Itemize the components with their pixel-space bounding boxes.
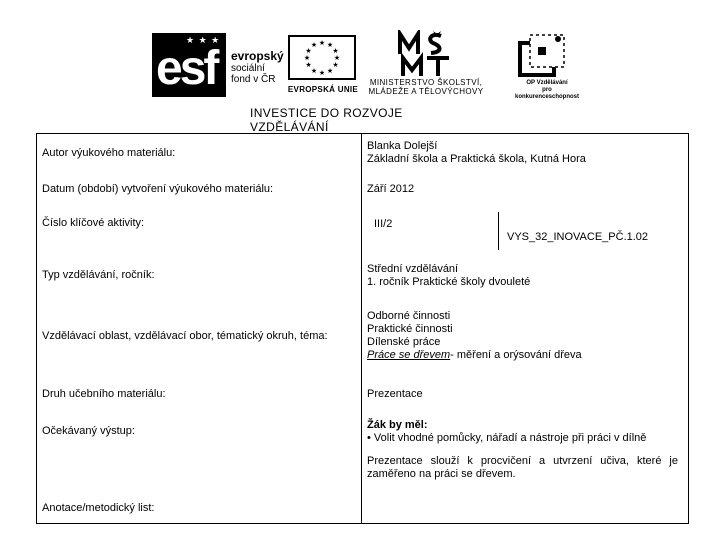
svg-text:★: ★: [303, 55, 311, 62]
op-caption: [510, 80, 584, 101]
esf-caption: [231, 51, 291, 85]
table-row-type: [37, 255, 689, 296]
output-value: [362, 412, 689, 451]
esf-mark: esf: [156, 42, 217, 95]
op-line-2: pro konkurenceschopnost: [514, 87, 579, 100]
svg-text:★: ★: [310, 68, 318, 75]
activity-label: Číslo klíčové aktivity:: [37, 207, 362, 255]
table-row-activity: [37, 207, 689, 255]
area-label: Vzdělávací oblast, vzdělávací obor, tématický okruh, téma:: [37, 296, 362, 376]
area-line-3: Dílenské práce: [367, 336, 441, 348]
svg-text:★: ★: [326, 42, 334, 49]
msmt-logo-icon: [397, 30, 453, 78]
metadata-table: [36, 133, 689, 524]
table-row-author: [37, 134, 689, 173]
stars-icon: ★ ★ ★: [186, 35, 221, 45]
annotation-value: Prezentace slouží k procvičení a utvrzení učiva, které je zaměřeno na práci se dřevem.: [367, 455, 678, 480]
esf-line-1: evropský: [231, 49, 284, 63]
tagline: INVESTICE DO ROZVOJE VZDĚLÁVÁNÍ: [250, 106, 403, 134]
material-label: Druh učebního materiálu:: [37, 376, 362, 412]
esf-logo: [152, 33, 226, 97]
type-label: Typ vzdělávání, ročník:: [37, 255, 362, 296]
output-item: • Volit vhodné pomůcky, nářadí a nástroje při práci v dílně: [367, 431, 647, 444]
table-row-date: [37, 172, 689, 207]
area-line-2: Praktické činnosti: [367, 323, 453, 335]
msmt-line-2: MLÁDEŽE A TĚLOVÝCHOVY: [368, 87, 484, 96]
type-level: Střední vzdělávání: [367, 262, 459, 275]
activity-number: III/2: [367, 212, 499, 250]
header-logos: [0, 0, 720, 134]
svg-text:★: ★: [332, 48, 339, 55]
author-name: Blanka Dolejší: [367, 140, 438, 152]
esf-line-3: fond v ČR: [231, 74, 276, 85]
table-row-output: [37, 412, 689, 451]
table-row-area: [37, 296, 689, 376]
svg-text:★: ★: [318, 70, 326, 77]
material-value: Prezentace: [367, 387, 423, 400]
eu-flag-icon: [288, 35, 356, 80]
table-row-material: [37, 376, 689, 412]
type-grade: 1. ročník Praktické školy dvouleté: [367, 275, 531, 288]
output-label: Očekávaný výstup:: [37, 412, 362, 451]
svg-text:★: ★: [333, 55, 341, 62]
svg-text:★: ★: [305, 62, 312, 69]
eu-label: EVROPSKÁ UNIE: [287, 85, 359, 94]
svg-text:★: ★: [332, 62, 339, 69]
annotation-label: Anotace/metodický list:: [37, 451, 362, 524]
author-value: [362, 134, 689, 173]
esf-line-2: sociální: [231, 63, 265, 74]
type-value: [362, 255, 689, 296]
svg-text:★: ★: [310, 42, 318, 49]
msmt-line-1: MINISTERSTVO ŠKOLSTVÍ,: [369, 78, 483, 87]
msmt-caption: [363, 78, 489, 96]
op-line-1: OP Vzdělávání: [526, 80, 568, 86]
svg-text:★: ★: [318, 40, 326, 47]
date-label: Datum (období) vytvoření výukového materiálu:: [37, 172, 362, 207]
activity-value: [362, 207, 689, 255]
op-logo-icon: [518, 33, 566, 79]
author-school: Základní škola a Praktická škola, Kutná Hora: [367, 153, 586, 165]
svg-text:★: ★: [326, 68, 334, 75]
date-value: Září 2012: [367, 183, 415, 195]
area-line-1: Odborné činnosti: [367, 310, 451, 322]
svg-text:★: ★: [305, 48, 312, 55]
area-value: [362, 296, 689, 376]
output-heading: Žák by měl:: [367, 418, 428, 431]
area-topic: Práce se dřevem: [367, 349, 451, 361]
area-topic-rest: - měření a orýsování dřeva: [450, 349, 582, 361]
table-row-annotation: [37, 451, 689, 524]
author-label: Autor výukového materiálu:: [37, 134, 362, 173]
material-code: VYS_32_INOVACE_PČ.1.02: [507, 231, 649, 243]
area-line-4: [367, 349, 683, 362]
